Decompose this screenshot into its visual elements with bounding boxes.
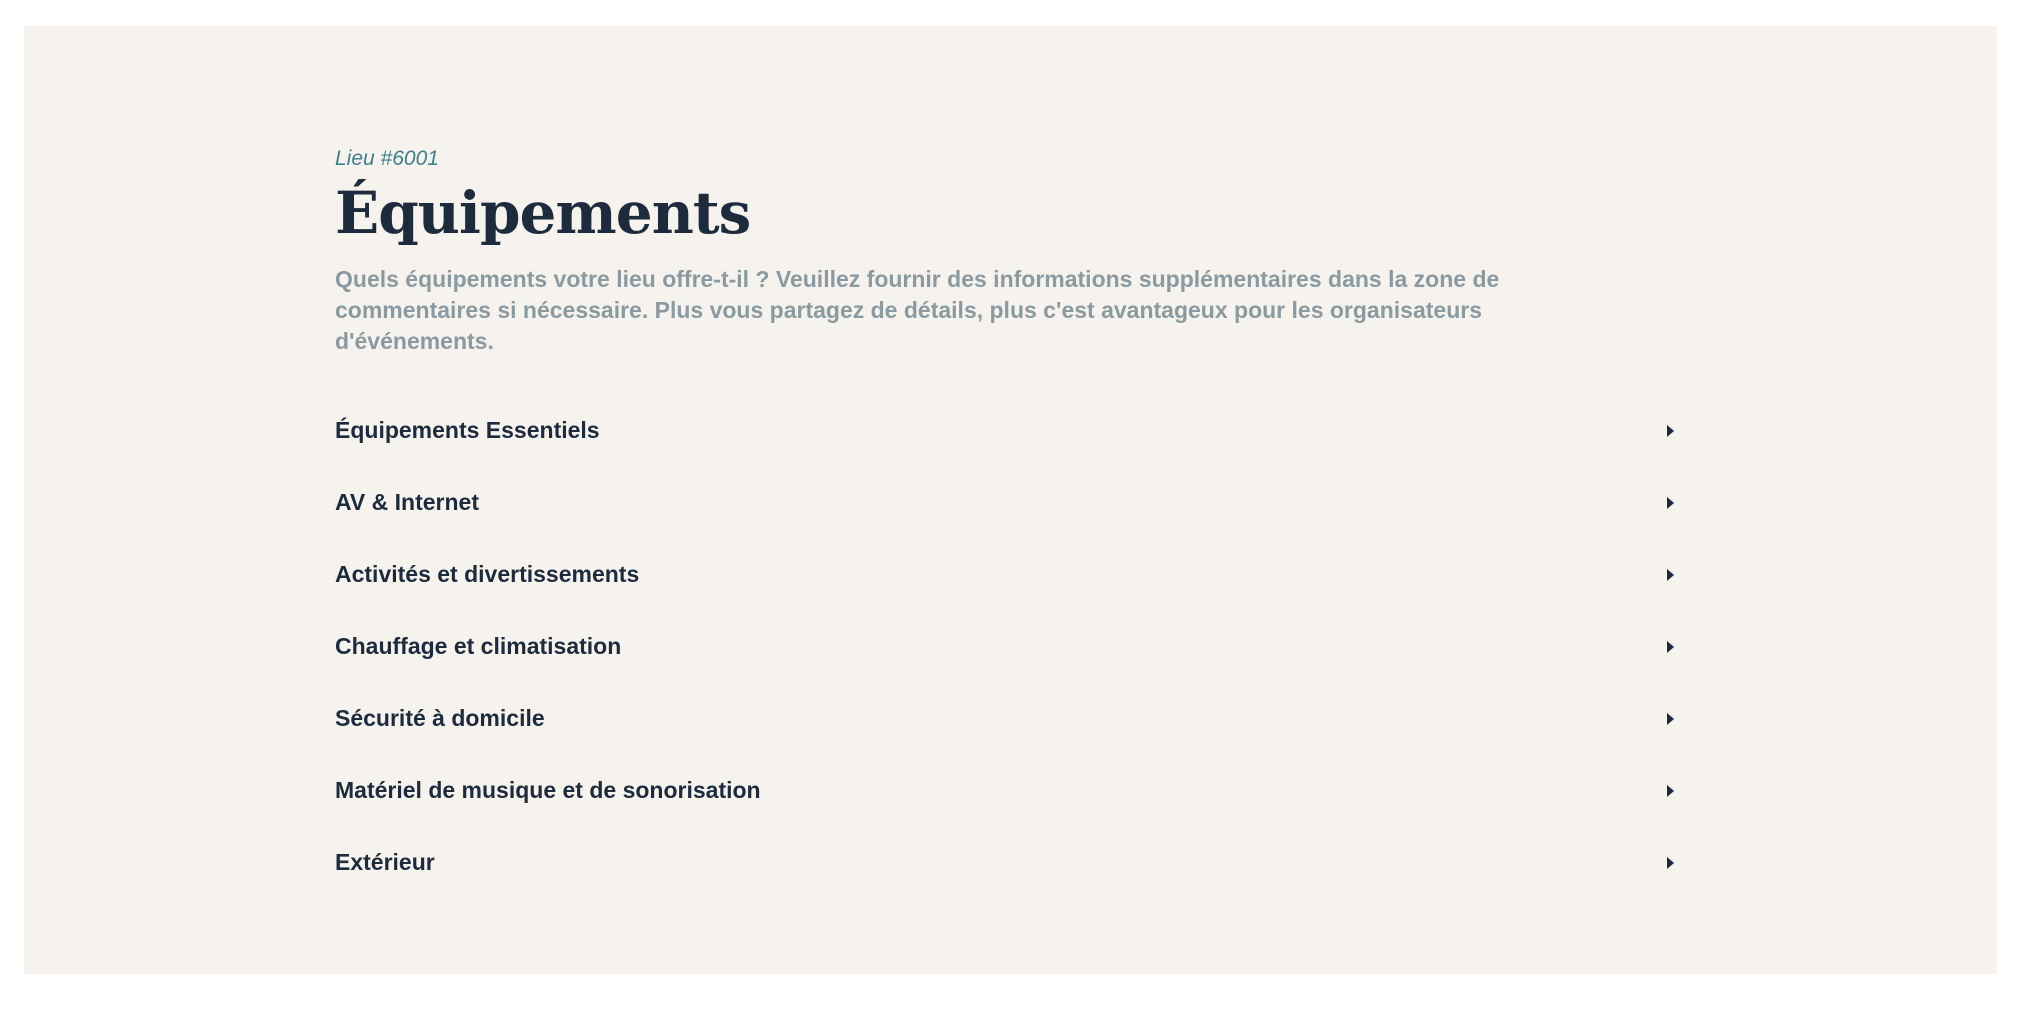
accordion-item-label: Extérieur — [335, 849, 435, 876]
accordion-item-av-internet[interactable] — [335, 467, 1680, 539]
accordion-item-music-sound[interactable] — [335, 755, 1680, 827]
venue-id-label: Lieu #6001 — [335, 147, 439, 170]
page-description: Quels équipements votre lieu offre-t-il ? Veuillez fournir des informations supplémentaires dans la zone de commentaires si nécessaire. Plus vous partagez de détails, plus c'est avantageux pour les organisateurs d'événements. — [335, 265, 1500, 354]
accordion-item-label: Équipements Essentiels — [335, 417, 600, 444]
caret-right-icon — [1667, 641, 1674, 653]
accordion-item-label: Matériel de musique et de sonorisation — [335, 777, 761, 804]
accordion-item-label: Sécurité à domicile — [335, 705, 545, 732]
accordion-item-label: AV & Internet — [335, 489, 479, 516]
accordion-item-activities[interactable] — [335, 539, 1680, 611]
accordion-item-outdoor[interactable] — [335, 827, 1680, 899]
caret-right-icon — [1667, 497, 1674, 509]
page-title: Équipements — [335, 179, 751, 247]
caret-right-icon — [1667, 785, 1674, 797]
accordion-item-label: Activités et divertissements — [335, 561, 640, 588]
accordion-item-home-security[interactable] — [335, 683, 1680, 755]
caret-right-icon — [1667, 713, 1674, 725]
amenities-content — [335, 148, 1685, 899]
caret-right-icon — [1667, 425, 1674, 437]
amenities-accordion — [335, 395, 1680, 899]
accordion-item-label: Chauffage et climatisation — [335, 633, 622, 660]
accordion-item-heating-cooling[interactable] — [335, 611, 1680, 683]
accordion-item-essentials[interactable] — [335, 395, 1680, 467]
amenities-panel — [24, 26, 1997, 974]
caret-right-icon — [1667, 857, 1674, 869]
caret-right-icon — [1667, 569, 1674, 581]
